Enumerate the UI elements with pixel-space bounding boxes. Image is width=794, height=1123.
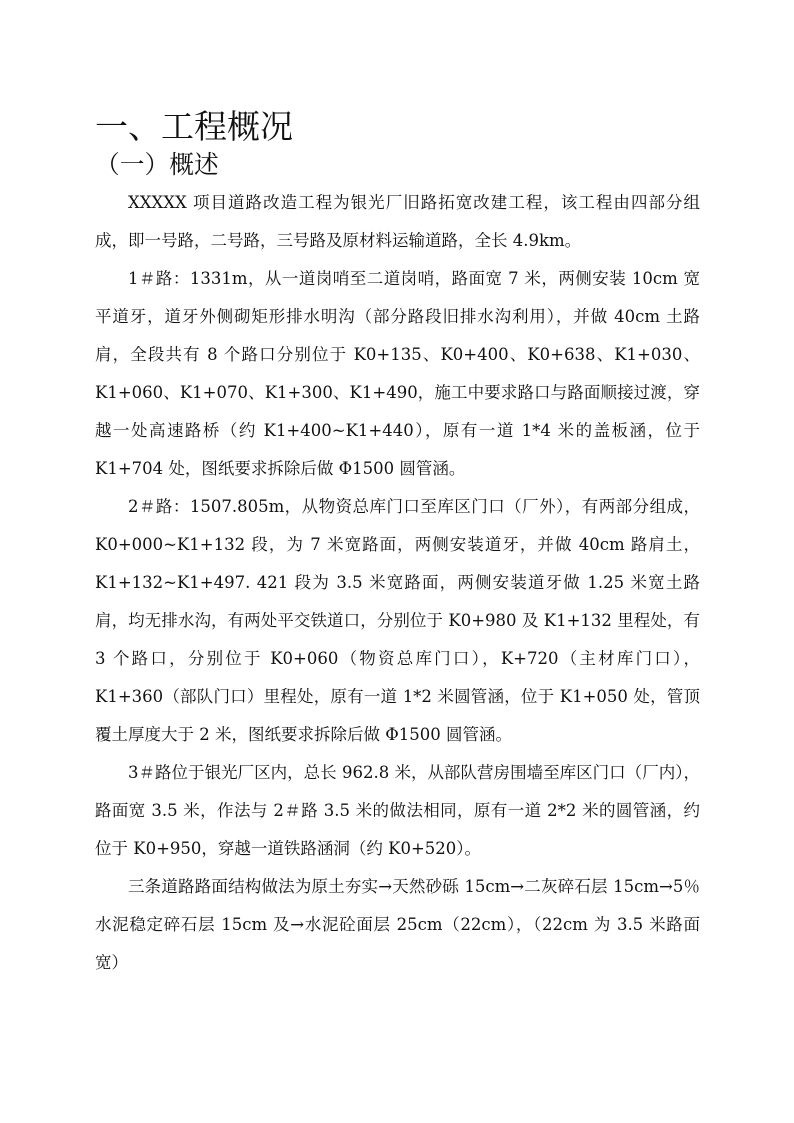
document-body (95, 108, 700, 982)
paragraph-overview: XXXXX 项目道路改造工程为银光厂旧路拓宽改建工程，该工程由四部分组成，即一号路，二号路，三号路及原材料运输道路，全长 4.9km。 (95, 193, 700, 250)
paragraph-road-3: 3＃路位于银光厂区内，总长 962.8 米，从部队营房围墙至库区门口（厂内），路面宽 3.5 米，作法与 2＃路 3.5 米的做法相同，原有一道 2*2 米的圆管涵，约位于 K0+950，穿越一道铁路涵洞（约 K0+520）。 (95, 763, 700, 858)
section-heading: 一、工程概况 (95, 107, 293, 146)
paragraph-pavement-structure: 三条道路路面结构做法为原土夯实→天然砂砾 15cm→二灰碎石层 15cm→5％水泥稳定碎石层 15cm 及→水泥砼面层 25cm（22cm），（22cm 为 3.5 米路面宽） (95, 877, 700, 972)
paragraph-road-1: 1＃路：1331m，从一道岗哨至二道岗哨，路面宽 7 米，两侧安装 10cm 宽平道牙，道牙外侧砌矩形排水明沟（部分路段旧排水沟利用），并做 40cm 土路肩，全段共有 8 个路口分别位于 K0+135、K0+400、K0+638、K1+030、K1+060、K1+070、K1+300、K1+490，施工中要求路口与路面顺接过渡，穿越一处高速路桥（约 K1+400~K1+440），原有一道 1*4 米的盖板涵，位于 K1+704 处，图纸要求拆除后做 Φ1500 圆管涵。 (95, 269, 700, 478)
subsection-heading: （一）概述 (95, 150, 219, 179)
paragraph-road-2: 2＃路：1507.805m，从物资总库门口至库区门口（厂外），有两部分组成，K0+000~K1+132 段，为 7 米宽路面，两侧安装道牙，并做 40cm 路肩土，K1+132~K1+497. 421 段为 3.5 米宽路面，两侧安装道牙做 1.25 米宽土路肩，均无排水沟，有两处平交铁道口，分别位于 K0+980 及 K1+132 里程处，有 3 个路口，分别位于 K0+060（物资总库门口），K+720（主材库门口），K1+360（部队门口）里程处，原有一道 1*2 米圆管涵，位于 K1+050 处，管顶覆土厚度大于 2 米，图纸要求拆除后做 Φ1500 圆管涵。 (95, 497, 700, 744)
